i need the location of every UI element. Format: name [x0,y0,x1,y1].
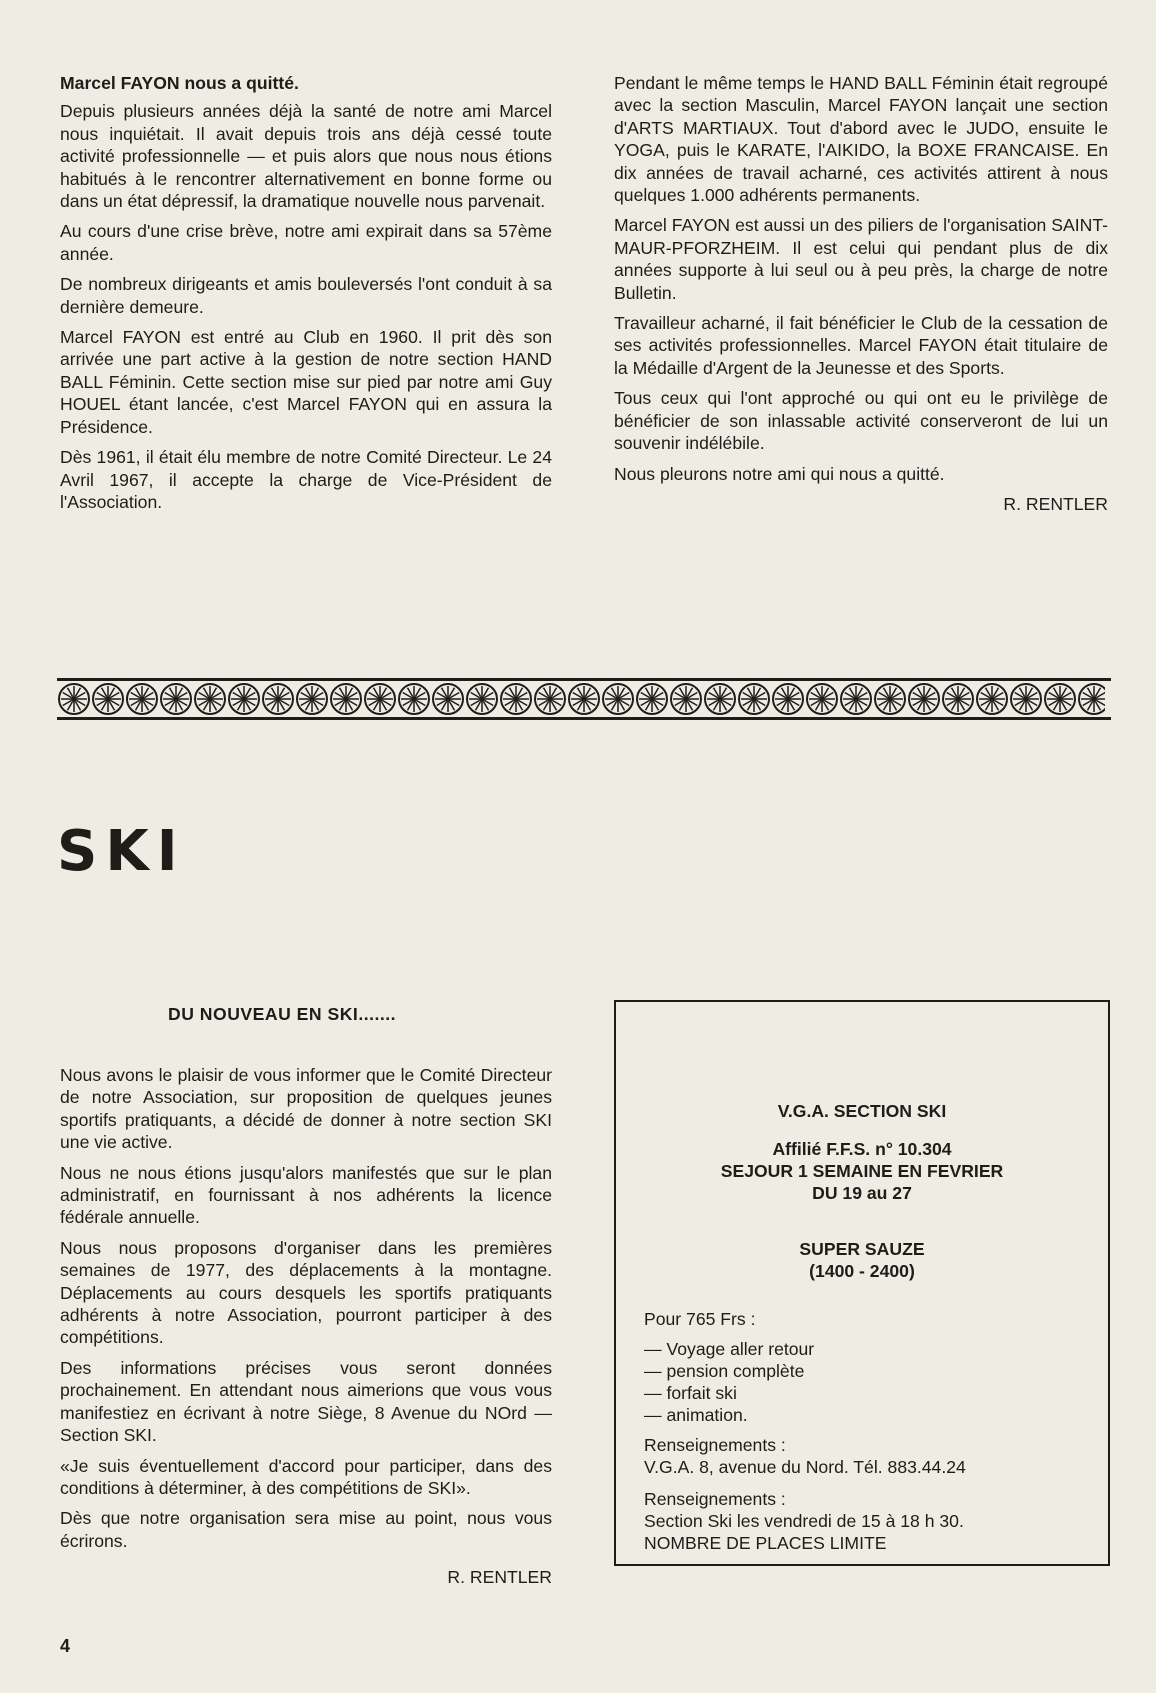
affiliation: Affilié F.F.S. n° 10.304 [772,1139,952,1159]
list-item: — forfait ski [644,1382,1088,1404]
inclusions-list [644,1338,1088,1426]
box-header [616,1138,1108,1204]
paragraph: Nous avons le plaisir de vous informer que le Comité Directeur de notre Association, sur proposition de quelques jeunes sportifs pratiquants, a décidé de donner à notre section SKI une vie active. [60,1065,552,1153]
info-label: Renseignements : [644,1435,786,1455]
rosette-border-icon [57,681,1105,717]
box-title: V.G.A. SECTION SKI [777,1101,947,1121]
list-item: — Voyage aller retour [644,1338,1088,1360]
list-item: — pension complète [644,1360,1088,1382]
paragraph: Travailleur acharné, il fait bénéficier le Club de la cessation de ses activités professionnelles. Marcel FAYON était titulaire de la Médaille d'Argent de la Jeunesse et des Sports. [614,313,1108,378]
station-altitude: (1400 - 2400) [809,1261,915,1281]
dates-line: DU 19 au 27 [812,1183,912,1203]
paragraph: Nous nous proposons d'organiser dans les premières semaines de 1977, des déplacements à la montagne. Déplacements au cours desquels les sportifs pratiquants adhérents à notre Association, pourront participer à des compétitions. [60,1237,552,1348]
info-text: V.G.A. 8, avenue du Nord. Tél. 883.44.24 [644,1457,966,1477]
ski-title: SKI [57,819,186,884]
places-notice: NOMBRE DE PLACES LIMITE [644,1533,887,1553]
info-label: Renseignements : [644,1489,786,1509]
ski-article [60,1064,552,1589]
paragraph: Tous ceux qui l'ont approché ou qui ont eu le privilège de bénéficier de son inlassable activité conserveront de lui un souvenir indélébile. [614,388,1108,454]
paragraph: Pendant le même temps le HAND BALL Féminin était regroupé avec la section Masculin, Marcel FAYON lançait une section d'ARTS MARTIAUX. Tout d'abord avec le JUDO, ensuite le YOGA, puis le KARATE, l'AIKIDO, la BOXE FRANCAISE. En dix années de travail acharné, ces activités attirent à nous quelques 1.000 adhérents permanents. [614,73,1108,206]
paragraph: Dès 1961, il était élu membre de notre Comité Directeur. Le 24 Avril 1967, il accepte la charge de Vice-Président de l'Association. [60,447,552,512]
box-station [616,1238,1108,1282]
paragraph: «Je suis éventuellement d'accord pour participer, dans des conditions à déterminer, à des compétitions de SKI». [60,1455,552,1498]
obituary-signature: R. RENTLER [1003,493,1108,514]
paragraph: Nous pleurons notre ami qui nous a quitté. [614,463,945,484]
sejour-announcement-box [614,1000,1110,1566]
paragraph: Nous ne nous étions jusqu'alors manifestés que sur le plan administratif, en fournissant à nos adhérents la licence fédérale annuelle. [60,1162,552,1228]
paragraph: Des informations précises vous seront données prochainement. En attendant nous aimerions que vous vous manifestiez en écrivant à notre Siège, 8 Avenue du NOrd — Section SKI. [60,1357,552,1446]
paragraph: Dès que notre organisation sera mise au point, nous vous écrirons. [60,1508,552,1551]
decorative-border [57,678,1111,720]
obituary-column-right [614,72,1108,515]
box-body [644,1308,1088,1554]
station-name: SUPER SAUZE [799,1239,925,1259]
ski-signature: R. RENTLER [447,1567,552,1588]
paragraph: Marcel FAYON est aussi un des piliers de l'organisation SAINT-MAUR-PFORZHEIM. Il est celui qui pendant plus de dix années supporte à lui seul ou à peu près, la charge de notre Bulletin. [614,215,1108,303]
list-item: — animation. [644,1404,1088,1426]
paragraph: Au cours d'une crise brève, notre ami expirait dans sa 57ème année. [60,221,552,264]
paragraph: Marcel FAYON est entré au Club en 1960. Il prit dès son arrivée une part active à la gestion de notre section HAND BALL Féminin. Cette section mise sur pied par notre ami Guy HOUEL étant lancée, c'est Marcel FAYON qui en assura la Présidence. [60,327,552,437]
info-text: Section Ski les vendredi de 15 à 18 h 30. [644,1511,964,1531]
obituary-column-left [60,72,552,521]
obituary-heading: Marcel FAYON nous a quitté. [60,73,299,93]
page-number: 4 [60,1636,71,1656]
paragraph: Depuis plusieurs années déjà la santé de notre ami Marcel nous inquiétait. Il avait depuis trois ans déjà cessé toute activité professionnelle — et puis alors que nous nous étions habitués à le rencontrer alternativement en bonne forme ou dans un état dépressif, la dramatique nouvelle nous parvenait. [60,101,552,212]
price-line: Pour 765 Frs : [644,1309,756,1329]
ski-subtitle: DU NOUVEAU EN SKI....... [168,1004,397,1024]
sejour-line: SEJOUR 1 SEMAINE EN FEVRIER [720,1161,1004,1181]
paragraph: De nombreux dirigeants et amis bouleversés l'ont conduit à sa dernière demeure. [60,274,552,317]
